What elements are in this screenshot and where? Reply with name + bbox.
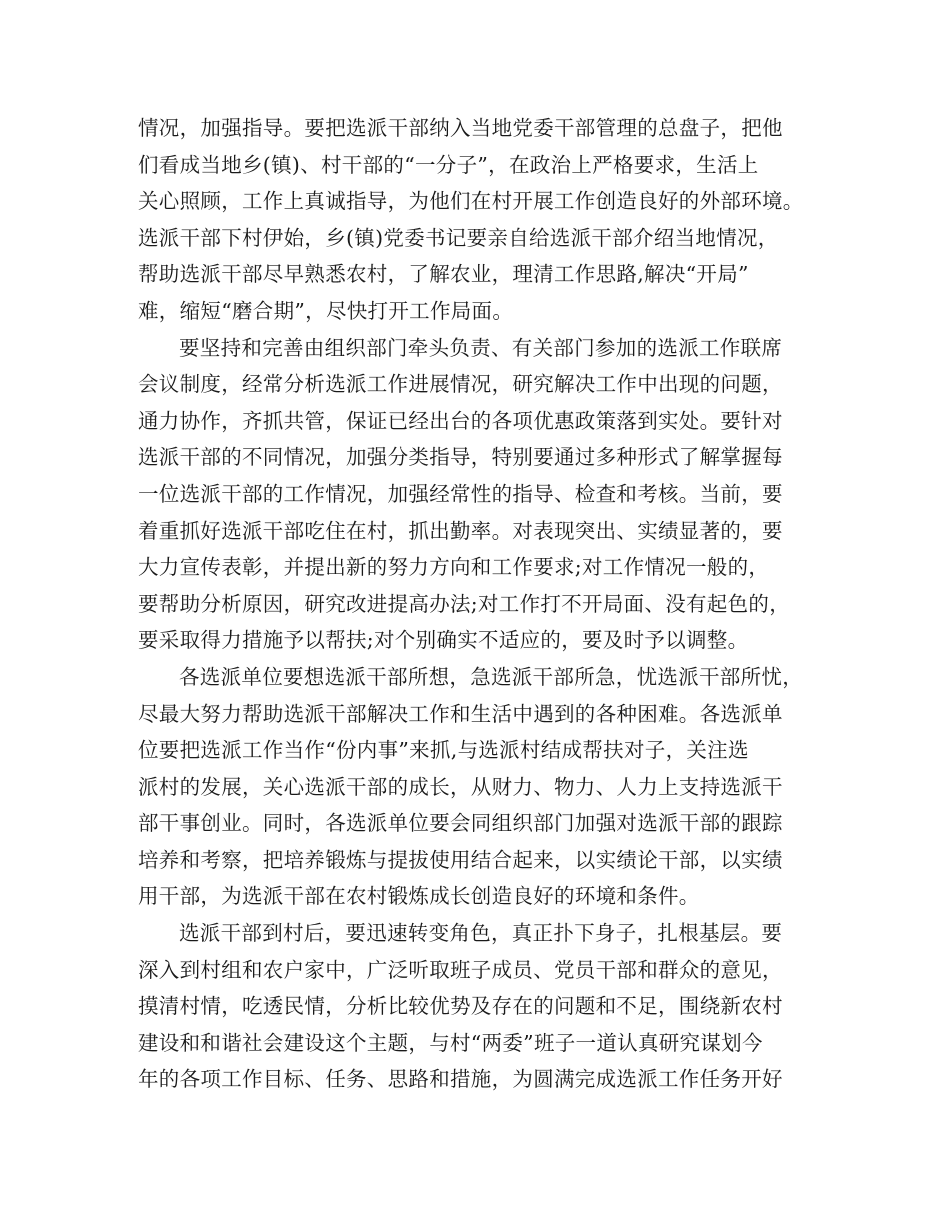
paragraph-first-line: 选派干部到村后，要迅速转变角色，真正扑下身子，扎根基层。要 <box>179 921 783 946</box>
paragraph-first-line: 各选派单位要想选派干部所想，急选派干部所急，忧选派干部所忧， <box>179 664 803 689</box>
text-line: 部干事创业。同时，各选派单位要会同组织部门加强对选派干部的跟踪 <box>138 811 783 836</box>
text-line: 要采取得力措施予以帮扶;对个别确实不适应的，要及时予以调整。 <box>138 628 749 653</box>
text-line: 情况，加强指导。要把选派干部纳入当地党委干部管理的总盘子，把他 <box>138 116 783 140</box>
text-line: 培养和考察，把培养锻炼与提拔使用结合起来，以实绩论干部，以实绩 <box>138 847 783 872</box>
paragraph-first-line: 要坚持和完善由组织部门牵头负责、有关部门参加的选派工作联席 <box>179 335 783 360</box>
text-line: 着重抓好选派干部吃住在村，抓出勤率。对表现突出、实绩显著的，要 <box>138 518 783 543</box>
text-line: 年的各项工作目标、任务、思路和措施，为圆满完成选派工作任务开好 <box>138 1067 783 1092</box>
text-line: 要帮助分析原因，研究改进提高办法;对工作打不开局面、没有起色的， <box>138 591 791 616</box>
text-line: 深入到村组和农户家中，广泛听取班子成员、党员干部和群众的意见， <box>138 957 783 982</box>
text-line: 建设和和谐社会建设这个主题，与村“两委”班子一道认真研究谋划今 <box>138 1030 763 1055</box>
text-line: 位要把选派工作当作“份内事”来抓,与选派村结成帮扶对子，关注选 <box>138 738 749 763</box>
text-line: 们看成当地乡(镇)、村干部的“一分子”，在政治上严格要求，生活上 <box>138 152 759 177</box>
text-line: 选派干部的不同情况，加强分类指导，特别要通过多种形式了解掌握每 <box>138 445 783 470</box>
text-line: 大力宣传表彰，并提出新的努力方向和工作要求;对工作情况一般的， <box>138 555 770 580</box>
text-line: 摸清村情，吃透民情，分析比较优势及存在的问题和不足，围绕新农村 <box>138 994 783 1019</box>
body-text <box>138 110 838 1098</box>
text-line: 用干部，为选派干部在农村锻炼成长创造良好的环境和条件。 <box>138 884 700 909</box>
text-line: 帮助选派干部尽早熟悉农村，了解农业，理清工作思路,解决“开局” <box>138 262 749 287</box>
text-line: 关心照顾，工作上真诚指导，为他们在村开展工作创造良好的外部环境。 <box>138 189 804 214</box>
text-line: 会议制度，经常分析选派工作进展情况，研究解决工作中出现的问题， <box>138 372 783 397</box>
text-line: 难，缩短“磨合期”，尽快打开工作局面。 <box>138 298 514 323</box>
text-line: 派村的发展，关心选派干部的成长，从财力、物力、人力上支持选派干 <box>138 774 783 799</box>
text-line: 尽最大努力帮助选派干部解决工作和生活中遇到的各种困难。各选派单 <box>138 701 783 726</box>
text-line: 通力协作，齐抓共管，保证已经出台的各项优惠政策落到实处。要针对 <box>138 408 783 433</box>
text-line: 选派干部下村伊始，乡(镇)党委书记要亲自给选派干部介绍当地情况， <box>138 225 779 250</box>
text-line: 一位选派干部的工作情况，加强经常性的指导、检查和考核。当前，要 <box>138 481 783 506</box>
